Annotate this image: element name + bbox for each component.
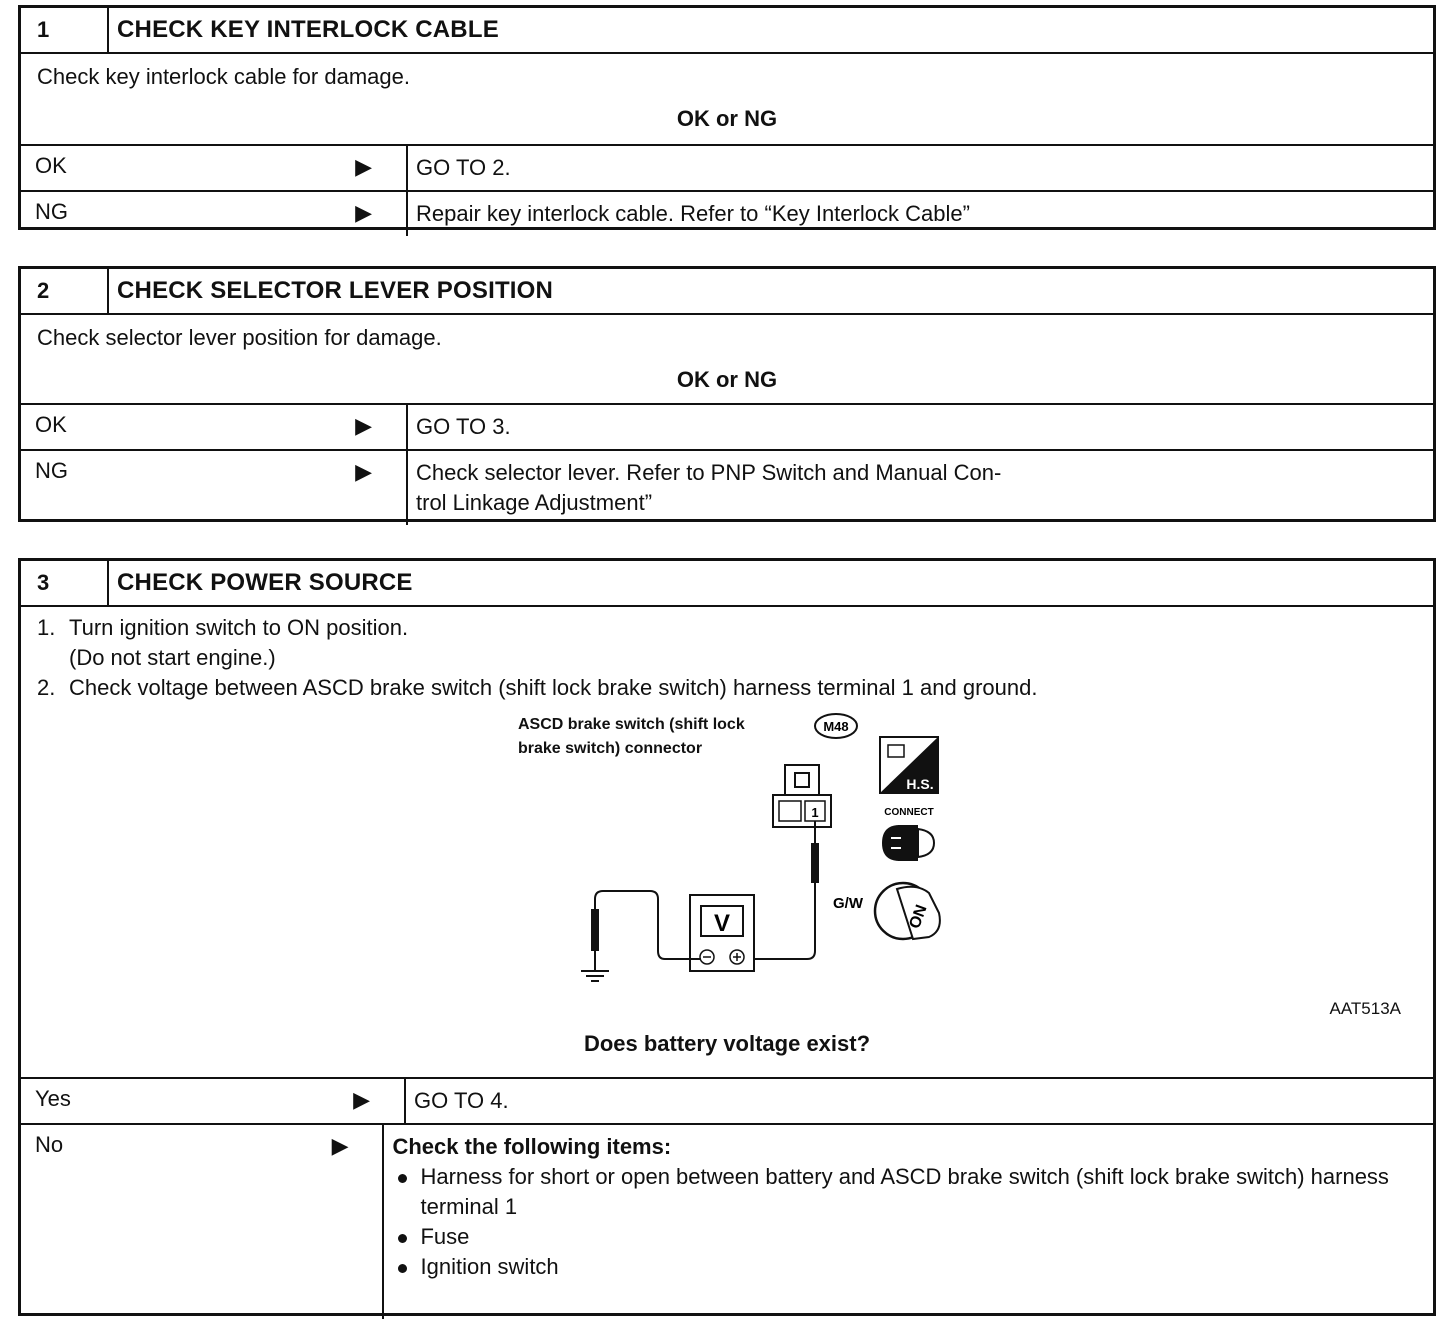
step-number: 2 — [21, 269, 109, 313]
diagram-drawing — [21, 703, 1401, 1025]
result-row-ng — [21, 190, 1433, 236]
result-label: OK — [35, 412, 67, 437]
result-row-yes — [21, 1077, 1433, 1123]
result-label: OK — [35, 153, 67, 178]
check-items-list — [392, 1162, 1425, 1282]
connector-code-badge — [815, 714, 857, 738]
step-question: Does battery voltage exist? — [583, 1031, 871, 1056]
step-number: 3 — [21, 561, 109, 605]
connector-label: brake switch) connector — [518, 740, 703, 757]
step-2-box — [18, 266, 1436, 522]
check-item: Harness for short or open between battery and ASCD brake switch (shift lock brake switch) harness terminal 1 — [392, 1162, 1425, 1222]
instruction-item: 1. Turn ignition switch to ON position. (Do not start engine.) — [37, 615, 409, 670]
arrow-icon: ▶ — [353, 1087, 370, 1112]
check-item: Fuse — [392, 1222, 1425, 1252]
connector-icon — [773, 765, 831, 827]
connect-icon — [882, 825, 934, 861]
step-2-header — [21, 269, 1433, 313]
step-3-header — [21, 561, 1433, 605]
result-action: GO TO 3. — [416, 414, 511, 439]
step-instruction-area — [21, 313, 1433, 403]
ignition-key-icon — [875, 883, 940, 939]
step-title: CHECK POWER SOURCE — [117, 569, 413, 596]
instruction-list — [37, 613, 1417, 703]
result-row-ng — [21, 449, 1433, 525]
result-row-no — [21, 1123, 1433, 1319]
svg-text:ON: ON — [906, 902, 931, 932]
result-action: GO TO 4. — [414, 1088, 509, 1113]
step-1-box — [18, 5, 1436, 230]
svg-text:1: 1 — [811, 805, 819, 820]
result-action: GO TO 2. — [416, 155, 511, 180]
result-action: Repair key interlock cable. Refer to “Key Interlock Cable” — [416, 201, 970, 226]
result-label: NG — [35, 199, 68, 224]
arrow-icon: ▶ — [355, 200, 372, 225]
result-action-line: Check selector lever. Refer to PNP Switch and Manual Con- — [416, 460, 1002, 485]
ground-icon — [581, 971, 609, 981]
wiring-diagram — [37, 703, 1417, 1025]
step-3-box — [18, 558, 1436, 1316]
arrow-icon: ▶ — [355, 459, 372, 484]
harness-side-icon — [880, 737, 938, 793]
svg-text:H.S.: H.S. — [906, 776, 934, 792]
step-number: 1 — [21, 8, 109, 52]
step-question: OK or NG — [676, 106, 778, 131]
result-label: No — [35, 1132, 64, 1157]
arrow-icon: ▶ — [355, 413, 372, 438]
step-instruction-area — [21, 52, 1433, 144]
svg-text:M48: M48 — [823, 719, 849, 734]
arrow-icon: ▶ — [355, 154, 372, 179]
figure-code: AAT513A — [1329, 999, 1401, 1018]
result-row-ok — [21, 144, 1433, 190]
check-item: Ignition switch — [392, 1252, 1425, 1282]
svg-text:V: V — [713, 910, 731, 937]
result-action-line: trol Linkage Adjustment” — [416, 490, 653, 515]
connector-label: ASCD brake switch (shift lock — [518, 716, 745, 733]
step-title: CHECK SELECTOR LEVER POSITION — [117, 277, 554, 304]
step-question: OK or NG — [676, 367, 778, 392]
step-title: CHECK KEY INTERLOCK CABLE — [117, 16, 499, 43]
step-1-header — [21, 8, 1433, 52]
arrow-icon: ▶ — [331, 1133, 349, 1158]
result-label: Yes — [35, 1086, 71, 1111]
connect-label: CONNECT — [884, 807, 934, 818]
probe-negative — [591, 891, 701, 971]
step-instruction: Check selector lever position for damage. — [37, 325, 442, 350]
result-label: NG — [35, 458, 68, 483]
result-row-ok — [21, 403, 1433, 449]
instruction-item: 2. Check voltage between ASCD brake switch (shift lock brake switch) harness terminal 1 and ground. — [37, 675, 1038, 700]
step-instruction: Check key interlock cable for damage. — [37, 64, 410, 89]
result-action-title: Check the following items: — [392, 1134, 672, 1159]
wire-color-label: G/W — [833, 895, 863, 912]
step-instruction-area — [21, 605, 1433, 1077]
